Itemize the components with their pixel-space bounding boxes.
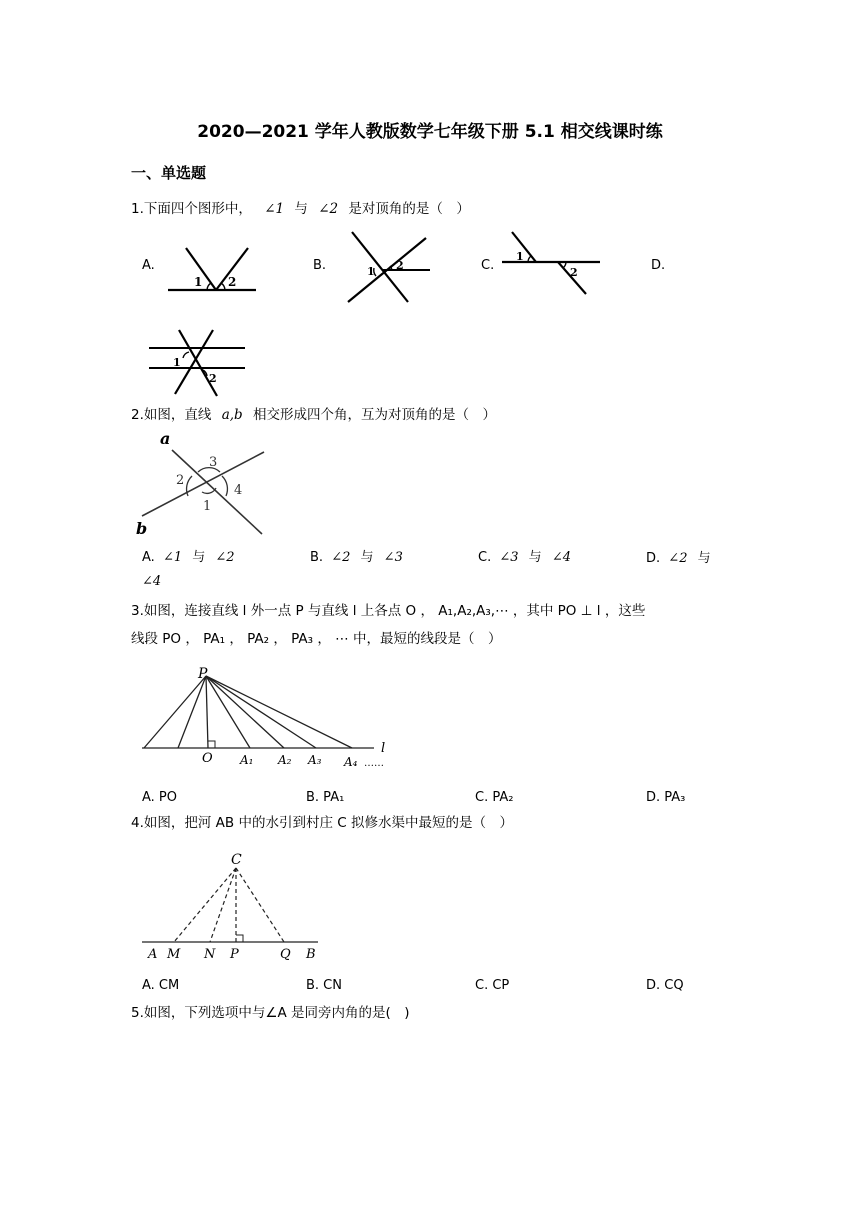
q2-lines: a,b	[221, 407, 243, 423]
q1d-label-1: 1	[173, 356, 181, 369]
q1-option-c-label[interactable]: C.	[481, 258, 495, 273]
q2-text-post: 相交形成四个角，互为对顶角的是（ ）	[252, 407, 496, 423]
q2-option-b-label: B.	[310, 550, 324, 565]
q4-option-c[interactable]: C. CP	[475, 978, 510, 993]
q2-option-b-conj: 与	[360, 550, 374, 565]
q4-label-A: A	[148, 947, 158, 962]
q3-option-c[interactable]: C. PA₂	[475, 790, 514, 805]
q4-label-C: C	[231, 852, 242, 868]
q2-text-pre: 2.如图，直线	[131, 407, 212, 423]
q2-option-d-x: ∠2	[668, 551, 688, 566]
q2-option-b-y: ∠3	[383, 550, 403, 565]
q2-option-b-x: ∠2	[331, 550, 351, 565]
q1-text-pre: 1.下面四个图形中，	[131, 201, 252, 217]
q2-option-d-label: D.	[646, 551, 661, 566]
q2-option-a-conj: 与	[192, 550, 206, 565]
q3-label-A3: A₃	[308, 753, 322, 767]
q1-option-b-label[interactable]: B.	[313, 258, 327, 273]
q3-line-2: 线段 PO ， PA₁ ， PA₂ ， PA₃ ， ⋯ 中，最短的线段是（ ）	[131, 631, 502, 647]
q1-option-a-label[interactable]: A.	[142, 258, 155, 273]
q1d-label-2: 2	[209, 372, 217, 385]
q1-figure-b	[340, 228, 440, 306]
q2-label-1: 1	[203, 499, 212, 514]
q4-label-B: B	[306, 947, 316, 962]
q1-figure-a	[160, 240, 260, 295]
q1a-label-1: 1	[194, 275, 203, 289]
q3-label-A2: A₂	[278, 753, 292, 767]
q2-option-a-x: ∠1	[162, 550, 183, 565]
q3-label-l: l	[381, 741, 386, 756]
q1-figure-c	[500, 228, 605, 296]
q2-option-a-y: ∠2	[215, 550, 235, 565]
q4-option-b[interactable]: B. CN	[306, 978, 342, 993]
q2-option-a-label: A.	[142, 550, 155, 565]
question-3	[131, 600, 731, 650]
q3-line-1: 3.如图，连接直线 l 外一点 P 与直线 l 上各点 O ， A₁,A₂,A₃,⋯ ，其中 PO ⊥ l ，这些	[131, 603, 646, 619]
q4-label-Q: Q	[280, 947, 291, 962]
q4-label-N: N	[204, 947, 216, 962]
q2-label-a: a	[160, 430, 171, 448]
q2-option-c-conj: 与	[528, 550, 542, 565]
q1c-label-1: 1	[516, 250, 524, 263]
question-2	[131, 404, 496, 426]
q1-text-mid: 与	[294, 201, 308, 217]
question-4: 4.如图，把河 AB 中的水引到村庄 C 拟修水渠中最短的是（ ）	[131, 815, 513, 831]
q2-label-b: b	[136, 519, 148, 538]
q4-option-d[interactable]: D. CQ	[646, 978, 684, 993]
question-1	[131, 198, 470, 220]
question-5: 5.如图，下列选项中与∠A 是同旁内角的是( )	[131, 1005, 410, 1021]
q1a-label-2: 2	[228, 275, 237, 289]
q4-label-P: P	[230, 947, 239, 962]
q2-figure	[132, 430, 272, 542]
q4-label-M: M	[167, 947, 181, 962]
q1c-label-2: 2	[570, 266, 578, 279]
page-title: 2020—2021 学年人教版数学七年级下册 5.1 相交线课时练	[197, 122, 663, 142]
q1-angle2: ∠2	[318, 201, 339, 217]
q2-option-d-conj: 与	[697, 551, 711, 566]
q2-label-2: 2	[176, 473, 185, 488]
q3-label-dots: ……	[364, 758, 384, 769]
q1b-label-1: 1	[367, 265, 375, 278]
q2-option-c-y: ∠4	[551, 550, 571, 565]
q3-option-b[interactable]: B. PA₁	[306, 790, 345, 805]
q4-figure	[138, 846, 328, 966]
q2-option-c-x: ∠3	[499, 550, 519, 565]
q2-option-b[interactable]	[310, 546, 403, 565]
q2-option-c[interactable]	[478, 546, 571, 565]
q3-label-A4: A₄	[344, 755, 358, 769]
q1-text-post: 是对顶角的是（ ）	[348, 201, 470, 217]
q3-label-O: O	[202, 751, 213, 766]
q1-figure-d	[145, 326, 250, 398]
q3-label-A1: A₁	[240, 753, 254, 767]
q2-option-c-label: C.	[478, 550, 492, 565]
q3-label-P: P	[198, 666, 208, 682]
q2-option-a[interactable]	[142, 546, 235, 565]
q1-angle1: ∠1	[264, 201, 285, 217]
q2-option-d-y: ∠4	[142, 574, 162, 589]
q2-option-d[interactable]	[646, 546, 726, 572]
q3-option-d[interactable]: D. PA₃	[646, 790, 686, 805]
section-heading: 一、单选题	[131, 164, 207, 182]
q1b-label-2: 2	[396, 259, 404, 272]
q1-option-d-label[interactable]: D.	[651, 258, 666, 273]
q2-label-4: 4	[234, 483, 243, 498]
q3-option-a[interactable]: A. PO	[142, 790, 178, 805]
q4-option-a[interactable]: A. CM	[142, 978, 180, 993]
q2-label-3: 3	[209, 455, 218, 470]
q3-figure	[138, 662, 398, 774]
